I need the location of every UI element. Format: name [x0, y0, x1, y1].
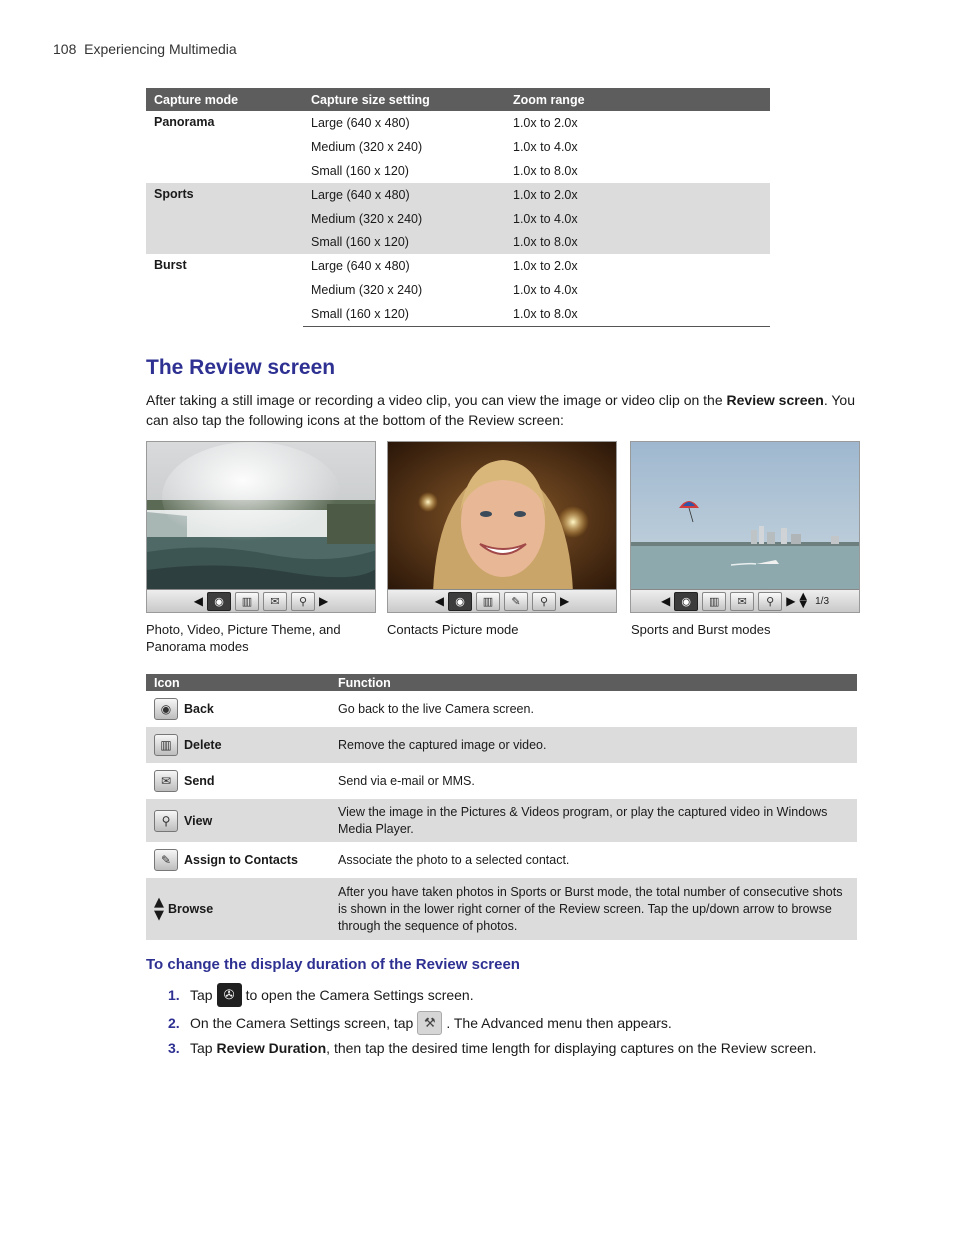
group-sports — [146, 183, 770, 255]
step-text: On the Camera Settings screen, tap — [190, 1015, 414, 1031]
trash-icon[interactable]: ▥ — [476, 592, 500, 611]
trash-icon[interactable]: ▥ — [235, 592, 259, 611]
prev-arrow-icon[interactable]: ◀ — [434, 594, 444, 608]
page-header — [53, 41, 237, 57]
table-row — [146, 691, 857, 727]
zoom-cell: 1.0x to 2.0x — [505, 183, 770, 207]
table-row — [146, 842, 857, 878]
function-cell: Send via e-mail or MMS. — [338, 774, 475, 788]
up-down-arrow-icon[interactable]: ▲ ▼ — [799, 591, 808, 610]
function-cell: Associate the photo to a selected contact. — [338, 853, 570, 867]
camera-icon[interactable]: ◉ — [207, 592, 231, 611]
table-row — [146, 111, 770, 135]
table-header-row — [146, 674, 857, 691]
size-cell: Large (640 x 480) — [311, 115, 410, 130]
next-arrow-icon[interactable]: ▶ — [560, 594, 570, 608]
portrait-photo — [388, 442, 617, 592]
screenshot-parasail — [630, 441, 860, 613]
step-text: , then tap the desired time length for displaying captures on the Review screen. — [326, 1040, 817, 1056]
icon-name: Send — [184, 774, 215, 788]
waterfall-photo — [147, 442, 376, 592]
magnifier-icon[interactable]: ⚲ — [758, 592, 782, 611]
function-cell: View the image in the Pictures & Videos program, or play the captured video in Windows Media Player. — [330, 799, 857, 842]
size-cell: Large (640 x 480) — [303, 183, 505, 207]
camera-icon[interactable]: ◉ — [448, 592, 472, 611]
section-name: Experiencing Multimedia — [84, 41, 237, 57]
icon-function-table — [146, 674, 857, 940]
advanced-tools-icon: ⚒ — [417, 1011, 442, 1035]
col-zoom-range: Zoom range — [505, 88, 770, 111]
mode-cell: Panorama — [154, 115, 215, 129]
caption-photo-modes: Photo, Video, Picture Theme, and Panorama modes — [146, 622, 341, 654]
group-burst — [146, 254, 770, 326]
settings-wrench-icon: ✇ — [217, 983, 242, 1007]
intro-bold: Review screen — [726, 392, 824, 408]
prev-arrow-icon[interactable]: ◀ — [193, 594, 203, 608]
procedure-title: To change the display duration of the Review screen — [146, 956, 520, 973]
step-number: 3. — [168, 1040, 180, 1056]
step-text: to open the Camera Settings screen. — [245, 987, 474, 1003]
magnifier-icon[interactable]: ⚲ — [291, 592, 315, 611]
group-panorama — [146, 111, 770, 183]
section-title: The Review screen — [146, 356, 336, 379]
envelope-icon: ✉ — [154, 770, 178, 792]
icon-name: Browse — [168, 902, 214, 916]
intro-text: After taking a still image or recording a video clip, you can view the image or video clip on the — [146, 392, 727, 408]
mode-cell: Sports — [146, 183, 303, 255]
table-header-row — [146, 88, 770, 111]
icon-name: Delete — [184, 738, 222, 752]
next-arrow-icon[interactable]: ▶ — [319, 594, 329, 608]
up-down-arrow-icon: ▲ ▼ — [154, 895, 164, 923]
zoom-cell: 1.0x to 2.0x — [513, 115, 578, 130]
icon-name: Back — [184, 702, 214, 716]
screenshot-waterfall — [146, 441, 376, 613]
table-row — [146, 254, 770, 278]
col-capture-size: Capture size setting — [303, 88, 505, 111]
prev-arrow-icon[interactable]: ◀ — [660, 594, 671, 608]
step-2 — [168, 1011, 672, 1035]
table-row — [146, 799, 857, 842]
review-toolbar — [147, 589, 375, 612]
caption-contacts-mode: Contacts Picture mode — [387, 622, 519, 637]
size-cell: Small (160 x 120) — [311, 163, 409, 178]
intro-text-2: . You can also tap the following icons at the bottom of the Review screen: — [146, 392, 855, 428]
size-cell: Large (640 x 480) — [311, 259, 410, 274]
camera-icon[interactable]: ◉ — [674, 592, 698, 611]
zoom-cell: 1.0x to 2.0x — [513, 259, 578, 274]
mode-cell: Burst — [154, 258, 187, 273]
zoom-range-table — [146, 88, 770, 327]
size-cell: Small (160 x 120) — [303, 230, 505, 254]
col-capture-mode: Capture mode — [146, 88, 303, 111]
icon-name: Assign to Contacts — [184, 853, 298, 867]
table-row — [146, 878, 857, 940]
trash-icon: ▥ — [154, 734, 178, 756]
step-bold: Review Duration — [216, 1040, 327, 1056]
review-toolbar — [631, 589, 859, 612]
zoom-cell: 1.0x to 4.0x — [513, 283, 578, 298]
envelope-icon[interactable]: ✉ — [263, 592, 287, 611]
next-arrow-icon[interactable]: ▶ — [786, 594, 796, 608]
page-number: 108 — [53, 41, 77, 57]
table-row — [146, 183, 770, 207]
magnifier-icon[interactable]: ⚲ — [532, 592, 556, 611]
zoom-cell: 1.0x to 8.0x — [505, 302, 770, 326]
intro-paragraph — [146, 391, 861, 430]
parasail-photo — [631, 442, 860, 592]
function-cell: Remove the captured image or video. — [330, 727, 857, 763]
assign-contact-icon[interactable]: ✎ — [504, 592, 528, 611]
zoom-cell: 1.0x to 4.0x — [505, 207, 770, 231]
table-row — [146, 727, 857, 763]
screenshot-portrait — [387, 441, 617, 613]
envelope-icon[interactable]: ✉ — [730, 592, 754, 611]
review-toolbar — [388, 589, 616, 612]
zoom-cell: 1.0x to 4.0x — [513, 139, 578, 154]
camera-icon: ◉ — [154, 698, 178, 720]
magnifier-icon: ⚲ — [154, 810, 178, 832]
trash-icon[interactable]: ▥ — [702, 592, 726, 611]
zoom-cell: 1.0x to 8.0x — [505, 230, 770, 254]
step-text: Tap — [190, 1040, 217, 1056]
table-row — [146, 763, 857, 799]
caption-sports-burst: Sports and Burst modes — [631, 622, 771, 637]
size-cell: Small (160 x 120) — [303, 302, 505, 326]
step-1 — [168, 983, 474, 1007]
zoom-cell: 1.0x to 8.0x — [513, 163, 578, 178]
step-text: . The Advanced menu then appears. — [446, 1015, 672, 1031]
assign-contact-icon: ✎ — [154, 849, 178, 871]
step-text: Tap — [190, 987, 213, 1003]
step-3 — [168, 1040, 816, 1056]
col-icon: Icon — [146, 674, 330, 691]
burst-counter: 1/3 — [815, 595, 830, 607]
step-number: 1. — [168, 987, 180, 1003]
size-cell: Medium (320 x 240) — [303, 207, 505, 231]
icon-name: View — [184, 813, 213, 828]
function-cell: After you have taken photos in Sports or Burst mode, the total number of consecutive shots is shown in the lower right corner of the Review screen. Tap the up/down arrow to browse through the sequence of photos. — [330, 878, 857, 940]
col-function: Function — [330, 674, 857, 691]
step-number: 2. — [168, 1015, 180, 1031]
function-cell: Go back to the live Camera screen. — [338, 702, 534, 716]
size-cell: Medium (320 x 240) — [311, 139, 423, 154]
size-cell: Medium (320 x 240) — [311, 283, 423, 298]
